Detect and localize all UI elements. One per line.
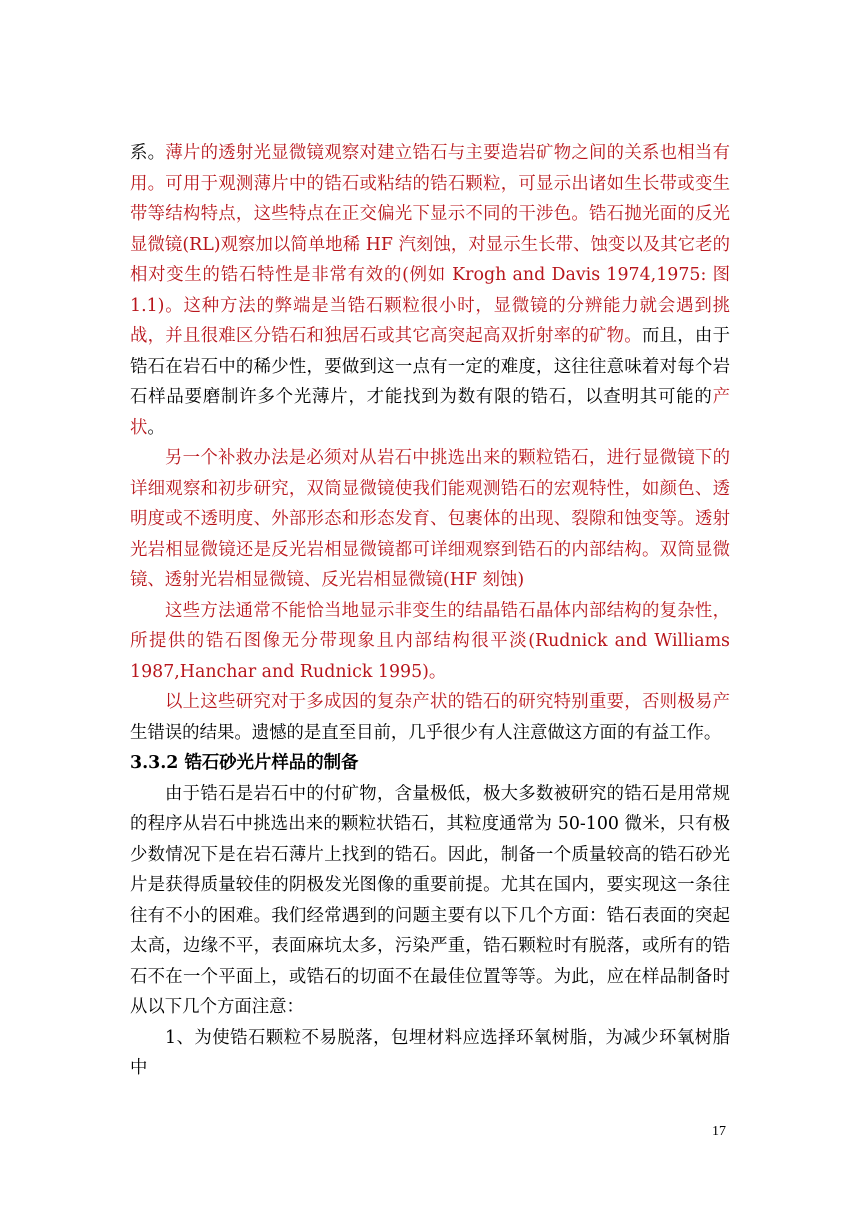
paragraph-2-seg-0: 另一个补救办法是必须对从岩石中挑选出来的颗粒锆石，进行显微镜下的详细观察和初步研究，双筒显微镜使我们能观测锆石的宏观特性，如颜色、透明度或不透明度、外部形态和形态发育、包裹体的出现、裂隙和蚀变等。透射光岩相显微镜还是反光岩相显微镜都可详细观察到锆石的内部结构。双筒显微镜、透射光岩相显微镜、反光岩相显微镜(HF 刻蚀) <box>130 448 730 590</box>
page-number: 17 <box>712 1124 726 1139</box>
paragraph-3-seg-0: 这些方法通常不能恰当地显示非变生的结晶锆石晶体内部结构的复杂性，所提供的锆石图像无分带现象且内部结构很平淡(Rudnick and Williams 1987,Hanchar and Rudnick 1995)。 <box>130 600 730 682</box>
document-body <box>130 138 730 1084</box>
paragraph-1-seg-0: 系。 <box>130 143 166 163</box>
paragraph-4 <box>130 687 730 748</box>
paragraph-1-seg-4: 。 <box>147 417 165 438</box>
paragraph-3 <box>130 596 730 688</box>
paragraph-1-seg-1: 薄片的透射光显微镜观察对建立锆石与主要造岩矿物之间的关系也相当有用。可用于观测薄片中的锆石或粘结的锆石颗粒，可显示出诸如生长带或变生带等结构特点，这些特点在正交偏光下显示不同的干涉色。锆石抛光面的反光显微镜(RL)观察加以简单地稀 HF 汽刻蚀，对显示生长带、蚀变以及其它老的相对变生的锆石特性是非常有效的(例如 Krogh and Davis 1974,1975: 图 1.1)。这种方法的弊端是当锆石颗粒很小时，显微镜的分辨能力就会遇到挑战，并且很难区分锆石和独居石或其它高突起高双折射率的矿物。 <box>130 143 730 346</box>
paragraph-6-seg-0: 1、为使锆石颗粒不易脱落，包埋材料应选择环氧树脂，为减少环氧树脂中 <box>130 1027 730 1078</box>
paragraph-5 <box>130 779 730 1023</box>
paragraph-6 <box>130 1023 730 1084</box>
paragraph-1-seg-2: 而且，由于锆石在岩石中的稀少性，要做到这一点有一定的难度，这往往意味着对每个岩石样品要磨制许多个光薄片，才能找到为数有限的锆石，以查明其可能的 <box>130 326 730 407</box>
paragraph-5-seg-0: 由于锆石是岩石中的付矿物，含量极低，极大多数被研究的锆石是用常规的程序从岩石中挑选出来的颗粒状锆石，其粒度通常为 50-100 微米，只有极少数情况下是在岩石薄片上找到的锆石。因此，制备一个质量较高的锆石砂光片是获得质量较佳的阴极发光图像的重要前提。尤其在国内，要实现这一条往往有不小的困难。我们经常遇到的问题主要有以下几个方面：锆石表面的突起太高，边缘不平，表面麻坑太多，污染严重，锆石颗粒时有脱落，或所有的锆石不在一个平面上，或锆石的切面不在最佳位置等等。为此，应在样品制备时从以下几个方面注意： <box>130 783 730 1017</box>
paragraph-4-seg-0: 以上这些研究对于多成因的复杂产状的锆石的研究特别重要，否则极易产 <box>165 692 730 712</box>
paragraph-1-seg-3: 产状 <box>130 387 730 438</box>
section-heading: 3.3.2 锆石砂光片样品的制备 <box>130 753 359 773</box>
paragraph-1 <box>130 138 730 443</box>
paragraph-4-seg-1: 生错误的结果。遗憾的是直至目前，几乎很少有人注意做这方面的有益工作。 <box>130 722 722 743</box>
paragraph-2 <box>130 443 730 596</box>
